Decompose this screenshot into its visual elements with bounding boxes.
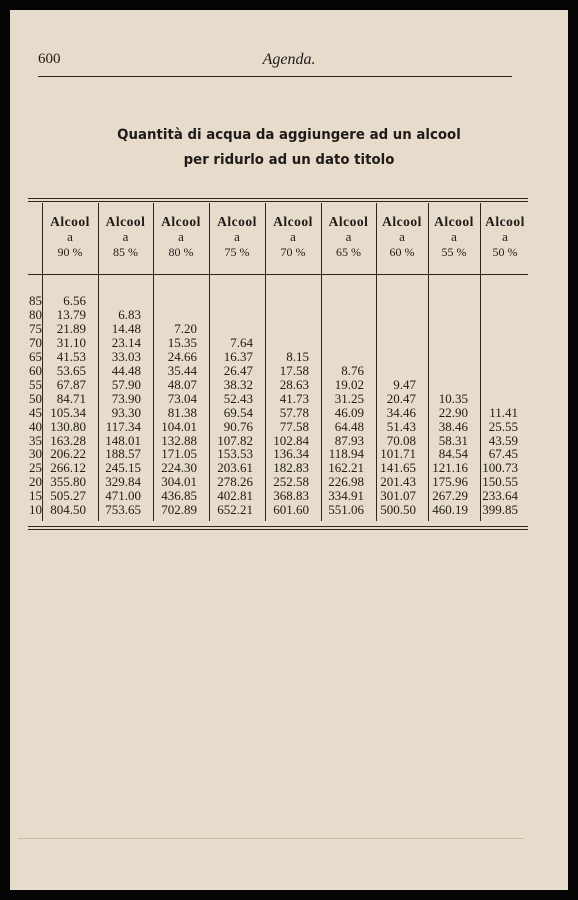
table-row (10, 308, 568, 321)
column-header-line3: 65 % (336, 245, 361, 259)
column-header-line3: 80 % (168, 245, 194, 259)
column-header (376, 214, 428, 261)
table-cell: 51.43 (386, 418, 416, 434)
table-row (10, 336, 568, 349)
table-cell: 84.54 (438, 446, 468, 462)
table-cell: 334.91 (328, 488, 364, 504)
table-cell: 117.34 (105, 418, 141, 434)
table-cell: 368.83 (273, 488, 309, 504)
table-cell: 252.58 (273, 474, 309, 490)
table-row (10, 475, 568, 488)
column-header-line3: 60 % (389, 245, 415, 259)
table-cell: 67.45 (488, 446, 518, 462)
header-bottom-rule (28, 274, 528, 275)
table-cell: 16.37 (223, 348, 253, 364)
table-cell: 107.82 (217, 432, 253, 448)
table-row (10, 420, 568, 433)
table-cell: 753.65 (105, 502, 141, 518)
table-cell: 471.00 (105, 488, 141, 504)
table-cell: 136.34 (273, 446, 309, 462)
table-cell: 8.15 (286, 348, 309, 364)
column-header-line3: 75 % (224, 245, 250, 259)
table-cell: 84.71 (56, 390, 86, 406)
book-page (10, 10, 568, 890)
column-header-line2: a (290, 229, 296, 244)
table-cell: 17.58 (279, 362, 309, 378)
table-cell: 87.93 (334, 432, 364, 448)
table-cell: 153.53 (217, 446, 253, 462)
column-header (480, 214, 530, 261)
table-cell: 26.47 (223, 362, 253, 378)
table-cell: 41.53 (56, 348, 86, 364)
table-cell: 102.84 (273, 432, 309, 448)
column-header-line2: a (178, 229, 184, 244)
column-header-line2: a (399, 229, 405, 244)
table-cell: 118.94 (328, 446, 364, 462)
table-cell: 24.66 (167, 348, 197, 364)
table-cell: 28.63 (279, 376, 309, 392)
table-cell: 35.44 (167, 362, 197, 378)
table-cell: 206.22 (50, 446, 86, 462)
table-cell: 436.85 (161, 488, 197, 504)
column-header-line3: 70 % (280, 245, 306, 259)
table-cell: 702.89 (161, 502, 197, 518)
row-degree: 30 (29, 446, 42, 462)
table-row (10, 392, 568, 405)
table-cell: 48.07 (167, 376, 197, 392)
table-cell: 505.27 (50, 488, 86, 504)
table-cell: 43.59 (488, 432, 518, 448)
row-degree: 40 (29, 418, 42, 434)
table-cell: 14.48 (111, 320, 141, 336)
row-degree: 70 (29, 334, 42, 350)
row-degree: 55 (29, 376, 42, 392)
table-cell: 224.30 (161, 460, 197, 476)
column-header (321, 214, 376, 261)
table-cell: 105.34 (50, 404, 86, 420)
table-cell: 130.80 (50, 418, 86, 434)
footer-rule (18, 838, 524, 839)
table-cell: 355.80 (50, 474, 86, 490)
table-row (10, 447, 568, 460)
table-cell: 25.55 (488, 418, 518, 434)
column-header-line1: Alcool (485, 214, 525, 229)
column-header-line1: Alcool (161, 214, 201, 229)
table-cell: 46.09 (334, 404, 364, 420)
table-cell: 551.06 (328, 502, 364, 518)
table-cell: 15.35 (167, 334, 197, 350)
column-header-line3: 55 % (441, 245, 467, 259)
column-header-line2: a (502, 229, 508, 244)
table-cell: 266.12 (50, 460, 86, 476)
header-rule (38, 76, 512, 77)
row-degree: 80 (29, 306, 42, 322)
table-bottom-rule (28, 526, 528, 527)
column-header-line3: 90 % (57, 245, 83, 259)
column-header-line2: a (234, 229, 240, 244)
column-header-line1: Alcool (217, 214, 257, 229)
table-title (32, 123, 545, 173)
table-cell: 460.19 (432, 502, 468, 518)
table-row (10, 406, 568, 419)
row-degree: 85 (29, 293, 42, 308)
table-row (10, 503, 568, 516)
table-cell: 162.21 (328, 460, 364, 476)
row-degree: 25 (29, 460, 42, 476)
table-cell: 171.05 (161, 446, 197, 462)
column-header-line1: Alcool (434, 214, 474, 229)
column-header-line1: Alcool (328, 214, 369, 229)
table-cell: 9.47 (393, 376, 416, 392)
title-line-1: Quantità di acqua da aggiungere ad un alcool (117, 127, 461, 143)
table-cell: 500.50 (380, 502, 416, 518)
column-header-line2: a (122, 229, 129, 244)
column-header-line2: a (67, 229, 73, 244)
table-cell: 53.65 (56, 362, 86, 378)
table-cell: 73.04 (167, 390, 197, 406)
table-cell: 6.56 (63, 293, 86, 308)
table-bottom-rule-inner (28, 529, 528, 530)
table-cell: 90.76 (223, 418, 253, 434)
column-header (265, 214, 321, 261)
table-cell: 41.73 (279, 390, 309, 406)
column-header-line1: Alcool (105, 214, 146, 229)
table-row (10, 294, 568, 307)
column-header (153, 214, 209, 261)
table-cell: 57.90 (111, 376, 141, 392)
table-cell: 188.57 (105, 446, 141, 462)
page-number: 600 (38, 51, 61, 67)
table-cell: 652.21 (217, 502, 253, 518)
column-header-line2: a (451, 229, 457, 244)
table-cell: 7.20 (174, 320, 197, 336)
table-cell: 245.15 (105, 460, 141, 476)
table-cell: 64.48 (334, 418, 364, 434)
table-top-rule-inner (28, 201, 528, 202)
column-header-line2: a (345, 229, 352, 244)
table-cell: 141.65 (380, 460, 416, 476)
table-cell: 34.46 (386, 404, 416, 420)
table-cell: 52.43 (223, 390, 253, 406)
table-cell: 104.01 (161, 418, 197, 434)
table-cell: 70.08 (386, 432, 416, 448)
row-degree: 10 (29, 502, 42, 518)
table-cell: 38.46 (438, 418, 468, 434)
table-row (10, 489, 568, 502)
column-header (428, 214, 480, 261)
table-cell: 132.88 (161, 432, 197, 448)
table-cell: 8.76 (341, 362, 364, 378)
table-cell: 20.47 (386, 390, 416, 406)
table-cell: 77.58 (279, 418, 309, 434)
table-cell: 31.10 (56, 334, 86, 350)
table-cell: 10.35 (438, 390, 468, 406)
column-header-line1: Alcool (382, 214, 422, 229)
table-cell: 601.60 (273, 502, 309, 518)
table-cell: 201.43 (380, 474, 416, 490)
table-cell: 67.87 (56, 376, 86, 392)
row-degree: 75 (29, 320, 42, 336)
table-cell: 301.07 (380, 488, 416, 504)
column-header-line3: 85 % (113, 245, 138, 259)
table-cell: 278.26 (217, 474, 253, 490)
table-cell: 329.84 (105, 474, 141, 490)
table-cell: 182.83 (273, 460, 309, 476)
table-row (10, 322, 568, 335)
table-cell: 73.90 (111, 390, 141, 406)
table-cell: 11.41 (489, 404, 518, 420)
column-header (42, 214, 98, 261)
table-row (10, 364, 568, 377)
table-cell: 58.31 (438, 432, 468, 448)
table-cell: 21.89 (56, 320, 86, 336)
row-degree: 50 (29, 390, 42, 406)
table-cell: 203.61 (217, 460, 253, 476)
table-cell: 148.01 (105, 432, 141, 448)
table-cell: 150.55 (482, 474, 518, 490)
table-cell: 93.30 (111, 404, 141, 420)
table-row (10, 434, 568, 447)
table-row (10, 350, 568, 363)
running-head: Agenda. (262, 51, 316, 68)
row-degree: 45 (29, 404, 42, 420)
table-cell: 69.54 (223, 404, 253, 420)
table-cell: 163.28 (50, 432, 86, 448)
row-degree: 15 (29, 488, 42, 504)
column-header (98, 214, 153, 261)
table-cell: 304.01 (161, 474, 197, 490)
title-line-2: per ridurlo ad un dato titolo (183, 152, 395, 168)
table-cell: 31.25 (334, 390, 364, 406)
table-cell: 38.32 (223, 376, 253, 392)
row-degree: 60 (29, 362, 42, 378)
table-cell: 23.14 (111, 334, 141, 350)
table-cell: 402.81 (217, 488, 253, 504)
table-cell: 175.96 (432, 474, 468, 490)
table-cell: 100.73 (482, 460, 518, 476)
table-cell: 6.83 (118, 306, 141, 322)
column-header (209, 214, 265, 261)
table-cell: 81.38 (167, 404, 197, 420)
table-cell: 33.03 (111, 348, 141, 364)
table-cell: 7.64 (230, 334, 253, 350)
row-degree: 65 (29, 348, 42, 364)
table-cell: 233.64 (482, 488, 518, 504)
table-row (10, 461, 568, 474)
column-header-line1: Alcool (50, 214, 90, 229)
table-cell: 57.78 (279, 404, 309, 420)
column-header-line1: Alcool (273, 214, 313, 229)
table-cell: 121.16 (432, 460, 468, 476)
table-cell: 101.71 (380, 446, 416, 462)
table-cell: 22.90 (438, 404, 468, 420)
table-row (10, 378, 568, 391)
table-cell: 399.85 (482, 502, 518, 518)
column-header-line3: 50 % (492, 245, 518, 259)
table-cell: 44.48 (111, 362, 141, 378)
table-cell: 13.79 (56, 306, 86, 322)
table-cell: 804.50 (50, 502, 86, 518)
table-cell: 226.98 (328, 474, 364, 490)
table-top-rule (28, 198, 528, 199)
row-degree: 20 (29, 474, 42, 490)
table-cell: 19.02 (334, 376, 364, 392)
table-cell: 267.29 (432, 488, 468, 504)
row-degree: 35 (29, 432, 42, 448)
